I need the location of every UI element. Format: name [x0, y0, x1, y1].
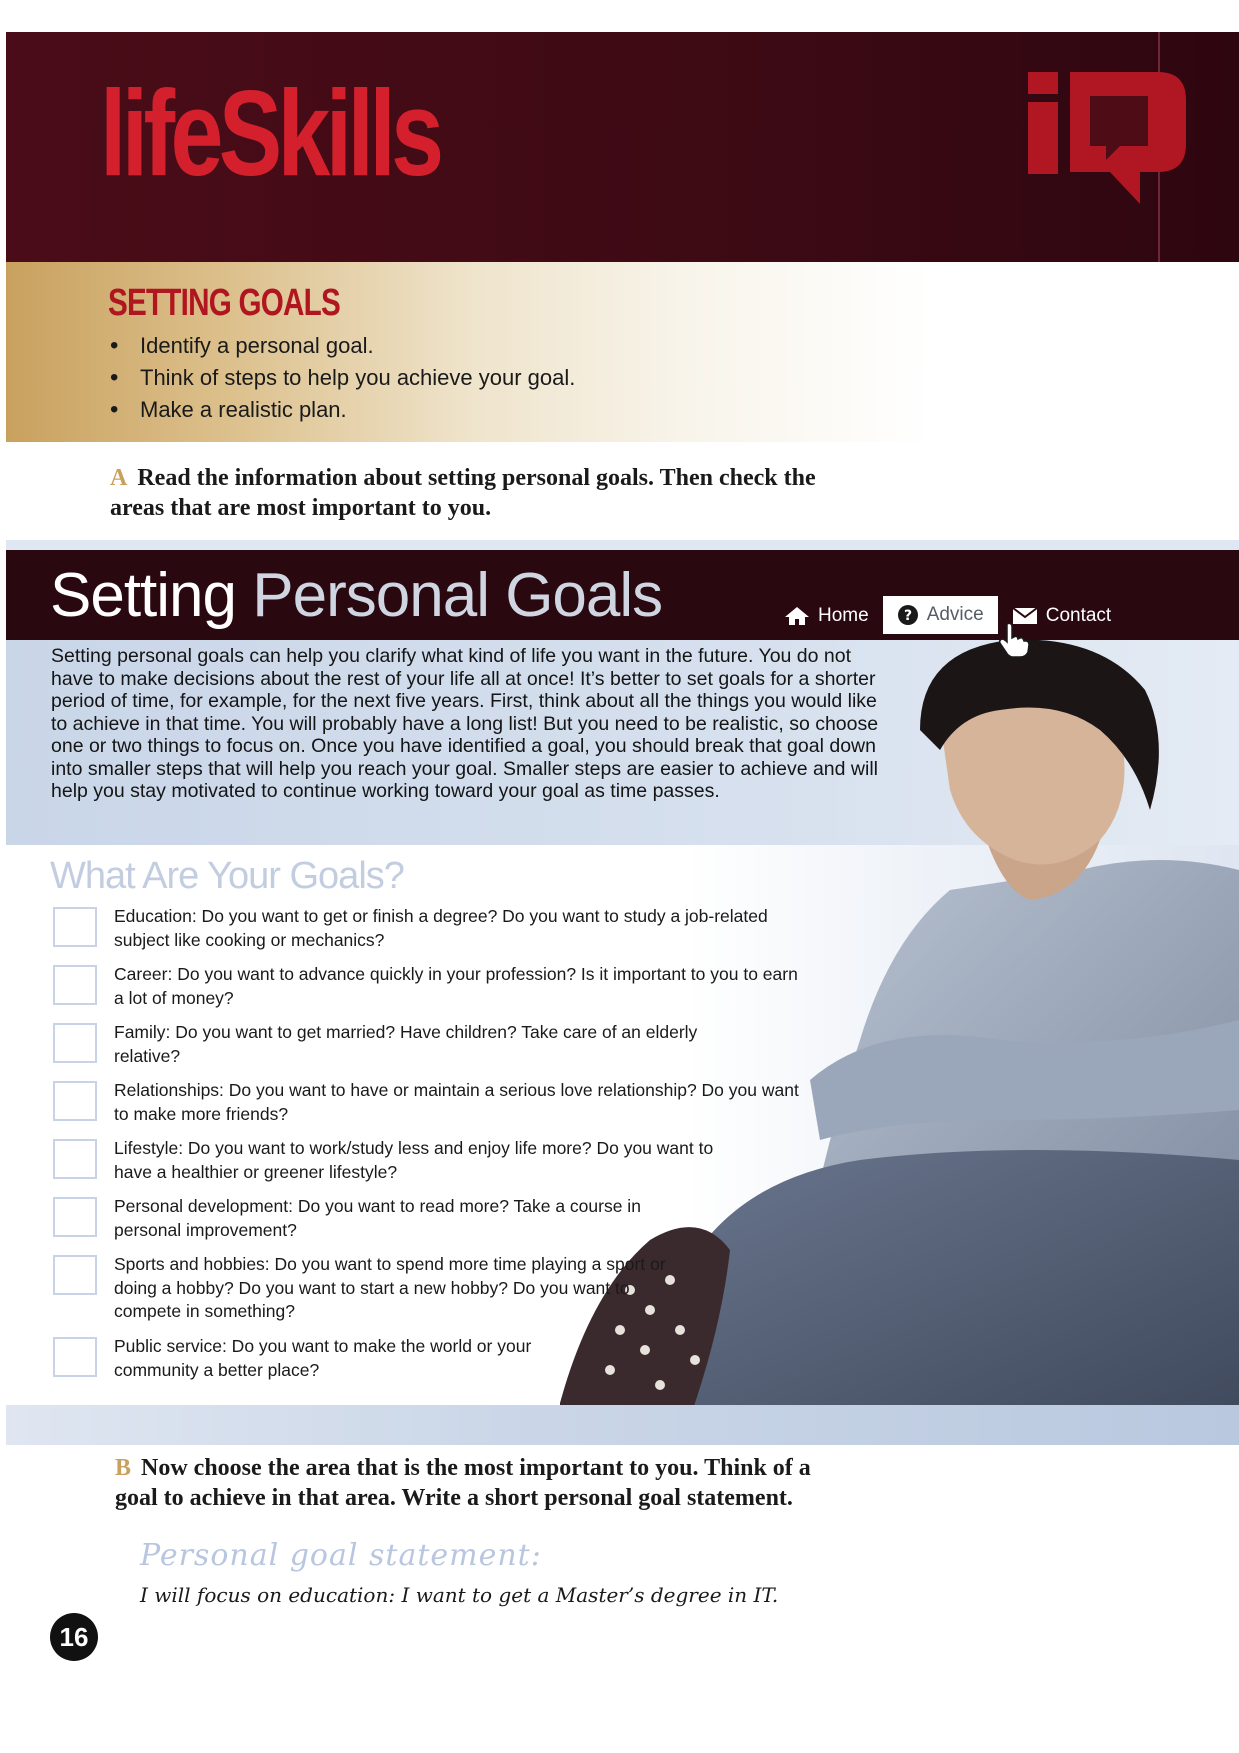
intro-paragraph: Setting personal goals can help you clarify what kind of life you want in the future. You do not have to make decisions about the rest of your life all at once! It’s better to set goals for a shorter period of time, for example, for the next five years. First, think about all the things you would like to achieve in that time. You will probably have a long list! But you need to be realistic, so choose one or two things to focus on. Once you have identified a goal, you should break that goal down into smaller steps that will help you reach your goal. Smaller steps are easier to achieve and will help you stay motivated to continue working toward your goal as time passes. [51, 645, 879, 802]
statement-text: I will focus on education: I want to get a Master’s degree in IT. [140, 1583, 779, 1607]
goal-text: Family: Do you want to get married? Have children? Take care of an elderly relative? [114, 1022, 698, 1066]
goal-text: Education: Do you want to get or finish a degree? Do you want to study a job-related subject like cooking or mechanics? [114, 906, 768, 950]
iq-logo-icon [1028, 72, 1188, 222]
statement-label: Personal goal statement: [140, 1538, 542, 1573]
instruction-letter: A [110, 465, 128, 491]
nav-home[interactable] [770, 598, 883, 634]
web-nav [770, 598, 1125, 634]
nav-label: Home [818, 605, 869, 626]
title-part: Setting [50, 561, 237, 630]
home-icon [784, 606, 810, 626]
goal-checkbox[interactable] [53, 1255, 97, 1295]
goal-text: Sports and hobbies: Do you want to spend more time playing a sport or doing a hobby? Do you want to start a new hobby? Do you want to compete in something? [114, 1254, 666, 1321]
goal-text: Personal development: Do you want to read more? Take a course in personal improvement? [114, 1196, 641, 1240]
goal-text: Lifestyle: Do you want to work/study less and enjoy life more? Do you want to have a healthier or greener lifestyle? [114, 1138, 714, 1182]
question-icon [897, 604, 919, 626]
skill-item: • Make a realistic plan. [108, 394, 575, 426]
goal-text: Relationships: Do you want to have or maintain a serious love relationship? Do you want to make more friends? [114, 1080, 799, 1124]
goal-checkbox[interactable] [53, 1139, 97, 1179]
instruction-line: areas that are most important to you. [110, 495, 492, 521]
nav-label: Advice [926, 604, 984, 625]
skill-item: • Think of steps to help you achieve your goal. [108, 362, 575, 394]
web-page-title [50, 560, 662, 631]
skill-item: • Identify a personal goal. [108, 330, 575, 362]
brand-title: lifeSkills [100, 65, 440, 201]
goals-heading: What Are Your Goals? [50, 855, 404, 897]
skills-title: SETTING GOALS [108, 282, 340, 324]
instruction-line: Now choose the area that is the most important to you. Think of a [141, 1455, 811, 1481]
panel-bottom-strip [6, 1405, 1239, 1445]
hand-cursor-icon [997, 622, 1031, 658]
goal-checkbox[interactable] [53, 907, 97, 947]
nav-label: Contact [1045, 605, 1112, 626]
goal-checkbox[interactable] [53, 1023, 97, 1063]
instruction-line: goal to achieve in that area. Write a short personal goal statement. [115, 1485, 793, 1511]
goal-checkbox[interactable] [53, 965, 97, 1005]
goal-text: Public service: Do you want to make the world or your community a better place? [114, 1336, 532, 1380]
svg-text:?: ? [903, 608, 912, 624]
nav-advice[interactable] [883, 596, 998, 634]
instruction-b [115, 1453, 811, 1513]
instruction-letter: B [115, 1455, 132, 1481]
title-part: Personal Goals [252, 561, 663, 630]
instruction-a [110, 463, 816, 523]
goal-checkbox[interactable] [53, 1081, 97, 1121]
goal-checkbox[interactable] [53, 1337, 97, 1377]
page-number: 16 [50, 1613, 98, 1661]
goal-text: Career: Do you want to advance quickly in your profession? Is it important to you to earn a lot of money? [114, 964, 798, 1008]
goal-checkbox[interactable] [53, 1197, 97, 1237]
skills-list [108, 330, 575, 426]
instruction-line: Read the information about setting personal goals. Then check the [137, 465, 816, 491]
